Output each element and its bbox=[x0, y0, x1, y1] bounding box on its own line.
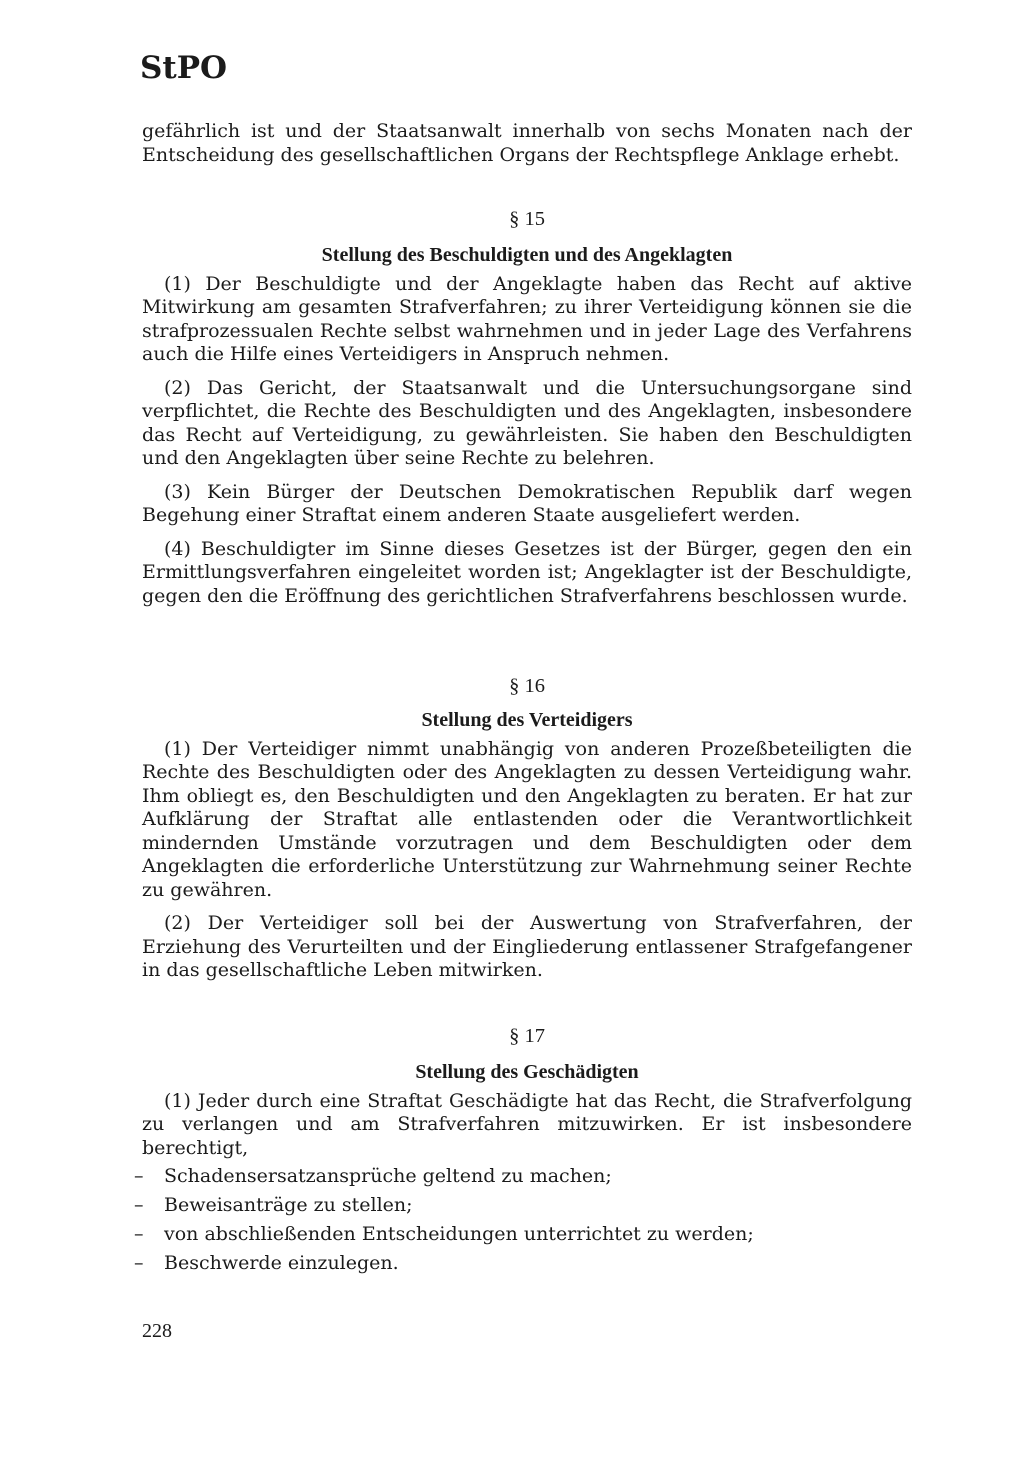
section-17 bbox=[134, 1025, 912, 1278]
section-number: § 16 bbox=[509, 675, 545, 697]
list-item-text: Schadensersatzansprüche geltend zu machen; bbox=[164, 1165, 612, 1187]
paragraph: (2) Der Verteidiger soll bei der Auswertung von Strafverfahren, der Erziehung des Verurteilten und der Eingliederung entlassener Strafgefangener in das gesellschaftliche Leben mitwirken. bbox=[142, 912, 912, 981]
section-16 bbox=[142, 675, 912, 983]
section-number: § 15 bbox=[509, 208, 545, 230]
list-item bbox=[134, 1249, 912, 1278]
page-number: 228 bbox=[142, 1320, 172, 1342]
section-15 bbox=[142, 208, 912, 608]
list-item-text: Beschwerde einzulegen. bbox=[164, 1252, 399, 1274]
list-dash: – bbox=[134, 1165, 144, 1187]
section-title: Stellung des Verteidigers bbox=[421, 708, 633, 731]
paragraph: (1) Der Beschuldigte und der Angeklagte haben das Recht auf aktive Mitwirkung am gesamten Strafverfahren; zu ihrer Verteidigung können sie die strafprozessualen Rechte selbst wahrnehmen und in jeder Lage des Verfahrens auch die Hilfe eines Verteidigers in Anspruch nehmen. bbox=[142, 272, 912, 365]
paragraph: (2) Das Gericht, der Staatsanwalt und die Untersuchungsorgane sind verpflichtet, die Rechte des Beschuldigten und des Angeklagten, insbesondere das Recht auf Verteidigung, zu gewährleisten. Sie haben den Beschuldigten und den Angeklagten über seine Rechte zu belehren. bbox=[142, 376, 912, 469]
list-item-text: von abschließenden Entscheidungen unterrichtet zu werden; bbox=[164, 1223, 754, 1245]
list-item-text: Beweisanträge zu stellen; bbox=[164, 1194, 413, 1216]
paragraph: (3) Kein Bürger der Deutschen Demokratischen Republik darf wegen Begehung einer Straftat einem anderen Staate ausgeliefert werden. bbox=[142, 480, 912, 526]
list-item bbox=[134, 1220, 912, 1249]
paragraph: (1) Jeder durch eine Straftat Geschädigte hat das Recht, die Strafverfolgung zu verlangen und am Strafverfahren mitzuwirken. Er ist insbesondere berechtigt, bbox=[142, 1089, 912, 1159]
list-item bbox=[134, 1191, 912, 1220]
claims-list bbox=[134, 1162, 912, 1278]
list-item bbox=[134, 1162, 912, 1191]
list-dash: – bbox=[134, 1194, 144, 1216]
paragraph: (1) Der Verteidiger nimmt unabhängig von anderen Prozeßbeteiligten die Rechte des Beschuldigten oder des Angeklagten zu dessen Verteidigung wahr. Ihm obliegt es, den Beschuldigten und den Angeklagten zu beraten. Er hat zur Aufklärung der Straftat alle entlastenden oder die Verantwortlichkeit mindernden Umstände vorzutragen und dem Beschuldigten oder dem Angeklagten die erforderliche Unterstützung zur Wahrnehmung seiner Rechte zu gewähren. bbox=[142, 737, 912, 901]
list-dash: – bbox=[134, 1223, 144, 1245]
intro-block bbox=[142, 120, 912, 167]
intro-paragraph: gefährlich ist und der Staatsanwalt innerhalb von sechs Monaten nach der Entscheidung des gesellschaftlichen Organs der Rechtspflege Anklage erhebt. bbox=[142, 120, 912, 166]
section-title: Stellung des Geschädigten bbox=[415, 1060, 639, 1083]
running-head: StPO bbox=[140, 50, 228, 86]
section-number: § 17 bbox=[509, 1025, 545, 1047]
paragraph: (4) Beschuldigter im Sinne dieses Gesetzes ist der Bürger, gegen den ein Ermittlungsverfahren eingeleitet worden ist; Angeklagter ist der Beschuldigte, gegen den die Eröffnung des gerichtlichen Strafverfahrens beschlossen wurde. bbox=[142, 537, 912, 607]
section-title: Stellung des Beschuldigten und des Angeklagten bbox=[321, 243, 733, 266]
list-dash: – bbox=[134, 1252, 144, 1274]
